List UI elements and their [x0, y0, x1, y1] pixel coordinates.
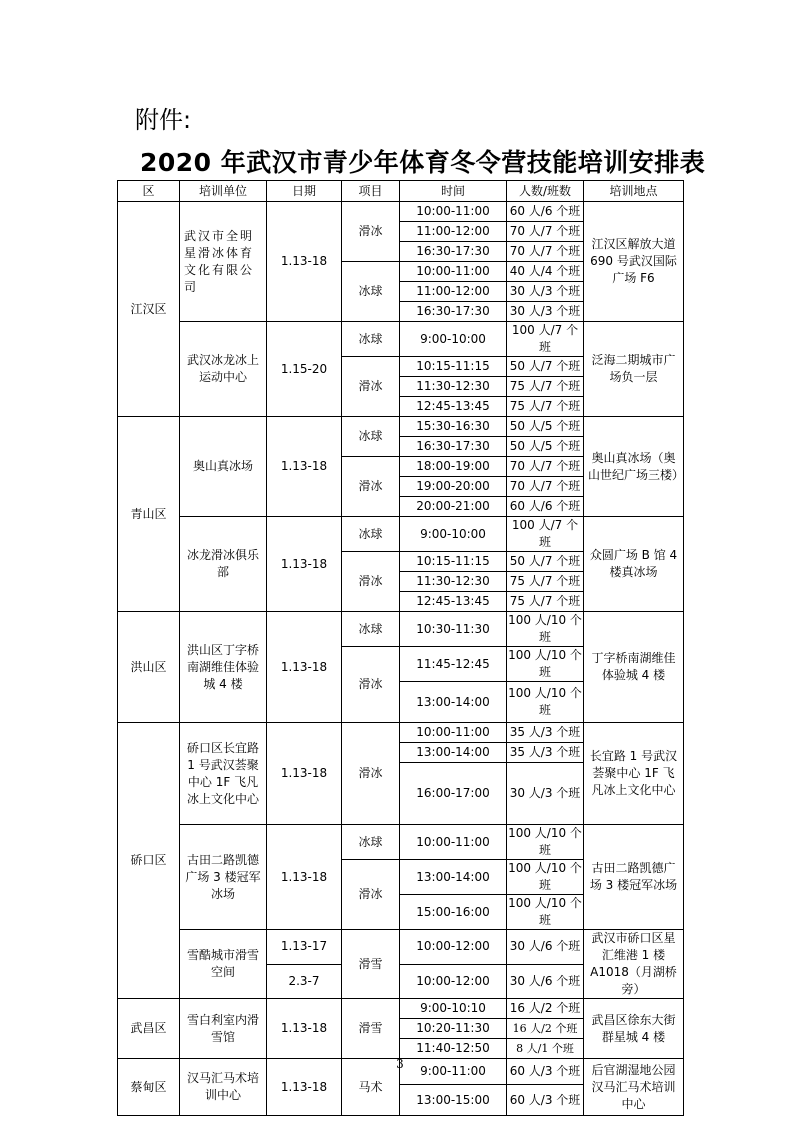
count-cell: 75 人/7 个班	[507, 572, 584, 592]
count-cell: 50 人/7 个班	[507, 552, 584, 572]
time-cell: 11:40-12:50	[400, 1039, 507, 1059]
date-cell: 1.13-18	[267, 825, 342, 930]
table-header-row	[118, 181, 684, 202]
time-cell: 11:00-12:00	[400, 282, 507, 302]
time-cell: 10:20-11:30	[400, 1019, 507, 1039]
item-cell: 滑冰	[342, 457, 400, 517]
time-cell: 10:00-12:00	[400, 930, 507, 965]
district-cell: 洪山区	[118, 612, 180, 723]
count-cell: 100 人/10 个班	[507, 647, 584, 682]
count-cell: 35 人/3 个班	[507, 723, 584, 743]
time-cell: 18:00-19:00	[400, 457, 507, 477]
table-row	[118, 202, 684, 222]
date-cell: 2.3-7	[267, 964, 342, 999]
item-cell: 滑雪	[342, 999, 400, 1059]
item-cell: 冰球	[342, 417, 400, 457]
table-row	[118, 612, 684, 647]
count-cell: 70 人/7 个班	[507, 242, 584, 262]
place-cell: 丁字桥南湖维佳体验城 4 楼	[584, 612, 684, 723]
table-row	[118, 999, 684, 1019]
date-cell: 1.13-18	[267, 517, 342, 612]
count-cell: 35 人/3 个班	[507, 743, 584, 763]
count-cell: 75 人/7 个班	[507, 592, 584, 612]
date-cell: 1.13-18	[267, 999, 342, 1059]
count-cell: 60 人/3 个班	[507, 1085, 584, 1116]
time-cell: 15:00-16:00	[400, 895, 507, 930]
time-cell: 10:00-11:00	[400, 262, 507, 282]
page-title: 2020 年武汉市青少年体育冬令营技能培训安排表	[140, 148, 706, 177]
item-cell: 冰球	[342, 322, 400, 357]
count-cell: 70 人/7 个班	[507, 457, 584, 477]
org-cell: 汉马汇马术培训中心	[180, 1059, 267, 1116]
place-cell: 江汉区解放大道 690 号武汉国际广场 F6	[584, 202, 684, 322]
district-cell: 硚口区	[118, 723, 180, 999]
time-cell: 10:00-11:00	[400, 202, 507, 222]
time-cell: 9:00-10:00	[400, 517, 507, 552]
org-cell: 硚口区长宜路 1 号武汉荟聚中心 1F 飞凡冰上文化中心	[180, 723, 267, 825]
time-cell: 10:15-11:15	[400, 357, 507, 377]
page-number: 3	[396, 1057, 404, 1071]
table-row	[118, 930, 684, 965]
count-cell: 50 人/7 个班	[507, 357, 584, 377]
time-cell: 13:00-14:00	[400, 682, 507, 723]
item-cell: 冰球	[342, 517, 400, 552]
item-cell: 滑冰	[342, 723, 400, 825]
count-cell: 100 人/7 个班	[507, 322, 584, 357]
count-cell: 100 人/10 个班	[507, 682, 584, 723]
org-cell: 奥山真冰场	[180, 417, 267, 517]
org-cell: 古田二路凯德广场 3 楼冠军冰场	[180, 825, 267, 930]
time-cell: 16:30-17:30	[400, 242, 507, 262]
district-cell: 蔡甸区	[118, 1059, 180, 1116]
count-cell: 100 人/10 个班	[507, 825, 584, 860]
time-cell: 10:00-12:00	[400, 964, 507, 999]
time-cell: 10:30-11:30	[400, 612, 507, 647]
district-cell: 江汉区	[118, 202, 180, 417]
time-cell: 11:30-12:30	[400, 572, 507, 592]
time-cell: 16:30-17:30	[400, 302, 507, 322]
count-cell: 60 人/3 个班	[507, 1059, 584, 1085]
header-date: 日期	[267, 181, 342, 202]
time-cell: 13:00-15:00	[400, 1085, 507, 1116]
time-cell: 11:30-12:30	[400, 377, 507, 397]
district-cell: 武昌区	[118, 999, 180, 1059]
place-cell: 奥山真冰场（奥山世纪广场三楼）	[584, 417, 684, 517]
time-cell: 10:00-11:00	[400, 825, 507, 860]
count-cell: 60 人/6 个班	[507, 202, 584, 222]
count-cell: 100 人/7 个班	[507, 517, 584, 552]
count-cell: 30 人/3 个班	[507, 302, 584, 322]
count-cell: 16 人/2 个班	[507, 1019, 584, 1039]
count-cell: 8 人/1 个班	[507, 1039, 584, 1059]
item-cell: 滑冰	[342, 647, 400, 723]
org-cell: 洪山区丁字桥南湖维佳体验城 4 楼	[180, 612, 267, 723]
table-row	[118, 825, 684, 860]
item-cell: 马术	[342, 1059, 400, 1116]
item-cell: 滑冰	[342, 552, 400, 612]
date-cell: 1.13-18	[267, 612, 342, 723]
header-item: 项目	[342, 181, 400, 202]
org-cell: 武汉市全明星滑冰体育文化有限公司	[180, 202, 267, 322]
item-cell: 冰球	[342, 612, 400, 647]
count-cell: 50 人/5 个班	[507, 437, 584, 457]
count-cell: 100 人/10 个班	[507, 895, 584, 930]
count-cell: 50 人/5 个班	[507, 417, 584, 437]
item-cell: 滑冰	[342, 357, 400, 417]
count-cell: 60 人/6 个班	[507, 497, 584, 517]
table-row	[118, 517, 684, 552]
place-cell: 古田二路凯德广场 3 楼冠军冰场	[584, 825, 684, 930]
time-cell: 20:00-21:00	[400, 497, 507, 517]
time-cell: 19:00-20:00	[400, 477, 507, 497]
date-cell: 1.15-20	[267, 322, 342, 417]
time-cell: 10:15-11:15	[400, 552, 507, 572]
count-cell: 70 人/7 个班	[507, 477, 584, 497]
time-cell: 13:00-14:00	[400, 743, 507, 763]
count-cell: 100 人/10 个班	[507, 612, 584, 647]
time-cell: 9:00-11:00	[400, 1059, 507, 1085]
place-cell: 众圆广场 B 馆 4 楼真冰场	[584, 517, 684, 612]
place-cell: 泛海二期城市广场负一层	[584, 322, 684, 417]
item-cell: 冰球	[342, 262, 400, 322]
date-cell: 1.13-17	[267, 930, 342, 965]
time-cell: 10:00-11:00	[400, 723, 507, 743]
date-cell: 1.13-18	[267, 723, 342, 825]
header-place: 培训地点	[584, 181, 684, 202]
time-cell: 12:45-13:45	[400, 397, 507, 417]
time-cell: 11:45-12:45	[400, 647, 507, 682]
time-cell: 15:30-16:30	[400, 417, 507, 437]
item-cell: 滑冰	[342, 202, 400, 262]
count-cell: 30 人/3 个班	[507, 763, 584, 825]
count-cell: 75 人/7 个班	[507, 377, 584, 397]
place-cell: 后官湖湿地公园汉马汇马术培训中心	[584, 1059, 684, 1116]
org-cell: 雪白利室内滑雪馆	[180, 999, 267, 1059]
district-cell: 青山区	[118, 417, 180, 612]
table-row	[118, 723, 684, 743]
schedule-table	[117, 180, 684, 1116]
time-cell: 9:00-10:10	[400, 999, 507, 1019]
count-cell: 30 人/6 个班	[507, 930, 584, 965]
table-row	[118, 417, 684, 437]
time-cell: 9:00-10:00	[400, 322, 507, 357]
time-cell: 11:00-12:00	[400, 222, 507, 242]
count-cell: 40 人/4 个班	[507, 262, 584, 282]
attachment-label: 附件:	[135, 106, 192, 134]
count-cell: 30 人/6 个班	[507, 964, 584, 999]
time-cell: 16:30-17:30	[400, 437, 507, 457]
item-cell: 滑冰	[342, 860, 400, 930]
org-cell: 冰龙滑冰俱乐部	[180, 517, 267, 612]
time-cell: 12:45-13:45	[400, 592, 507, 612]
count-cell: 30 人/3 个班	[507, 282, 584, 302]
count-cell: 100 人/10 个班	[507, 860, 584, 895]
count-cell: 70 人/7 个班	[507, 222, 584, 242]
header-district: 区	[118, 181, 180, 202]
item-cell: 滑雪	[342, 930, 400, 999]
header-org: 培训单位	[180, 181, 267, 202]
date-cell: 1.13-18	[267, 202, 342, 322]
org-cell: 雪酷城市滑雪空间	[180, 930, 267, 999]
item-cell: 冰球	[342, 825, 400, 860]
date-cell: 1.13-18	[267, 1059, 342, 1116]
place-cell: 武汉市硚口区星汇维港 1 楼 A1018（月湖桥旁）	[584, 930, 684, 999]
header-count: 人数/班数	[507, 181, 584, 202]
place-cell: 长宜路 1 号武汉荟聚中心 1F 飞凡冰上文化中心	[584, 723, 684, 825]
table-row	[118, 322, 684, 357]
time-cell: 13:00-14:00	[400, 860, 507, 895]
count-cell: 75 人/7 个班	[507, 397, 584, 417]
org-cell: 武汉冰龙冰上运动中心	[180, 322, 267, 417]
date-cell: 1.13-18	[267, 417, 342, 517]
time-cell: 16:00-17:00	[400, 763, 507, 825]
place-cell: 武昌区徐东大街群星城 4 楼	[584, 999, 684, 1059]
header-time: 时间	[400, 181, 507, 202]
count-cell: 16 人/2 个班	[507, 999, 584, 1019]
